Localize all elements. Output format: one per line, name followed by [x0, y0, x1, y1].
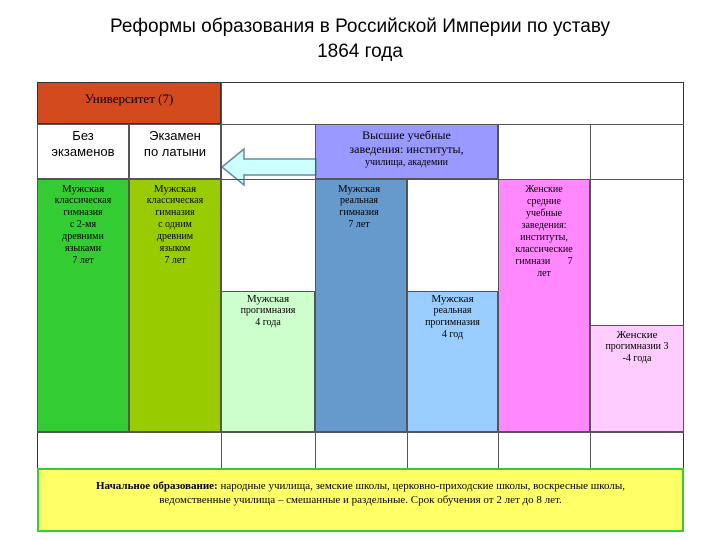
university-label: Университет (7) — [84, 91, 174, 106]
page-title — [40, 14, 680, 64]
women-secondary-text: Женские средние учебные заведения: институты, классические гимнази 7 лет — [515, 184, 573, 279]
grid-line — [498, 124, 499, 468]
university-box — [37, 82, 221, 124]
real-progymnasium-text: Мужская реальная прогимназия 4 год — [425, 293, 480, 340]
progymnasium-text: Мужская прогимназия 4 года — [240, 293, 296, 328]
title-line-1: Реформы образования в Российской Империи по уставу — [109, 16, 610, 37]
arrow-icon — [218, 145, 318, 189]
real-gymnasium-text: Мужская реальная гимназия 7 лет — [337, 183, 381, 230]
higher-education-label: Высшие учебные заведения: институты, училища, академии — [349, 128, 464, 168]
grid-line — [221, 82, 222, 468]
women-progymnasium-text: Женские прогимназии 3 -4 года — [605, 329, 669, 364]
grid-line — [590, 124, 591, 468]
primary-education-text: Начальное образование: народные училища, земские школы, церковно-приходские школы, воскресные школы, ведомственные училища – смешанные и раздельные. Срок обучения от 2 лет до 8 лет. — [95, 480, 625, 506]
classic-gymnasium-1-text: Мужская классическая гимназия с одним древним языком 7 лет — [146, 183, 204, 266]
grid-line — [37, 124, 684, 125]
grid-line — [407, 179, 408, 468]
no-exam-label: Без экзаменов — [51, 128, 115, 159]
latin-exam-label: Экзамен по латыни — [143, 128, 207, 159]
grid-line — [37, 432, 684, 433]
grid-line — [37, 179, 684, 180]
classic-gymnasium-2-text: Мужская классическая гимназия с 2-мя древними языками 7 лет — [54, 183, 112, 266]
title-line-2: 1864 года — [317, 41, 403, 62]
grid-line — [315, 124, 316, 468]
